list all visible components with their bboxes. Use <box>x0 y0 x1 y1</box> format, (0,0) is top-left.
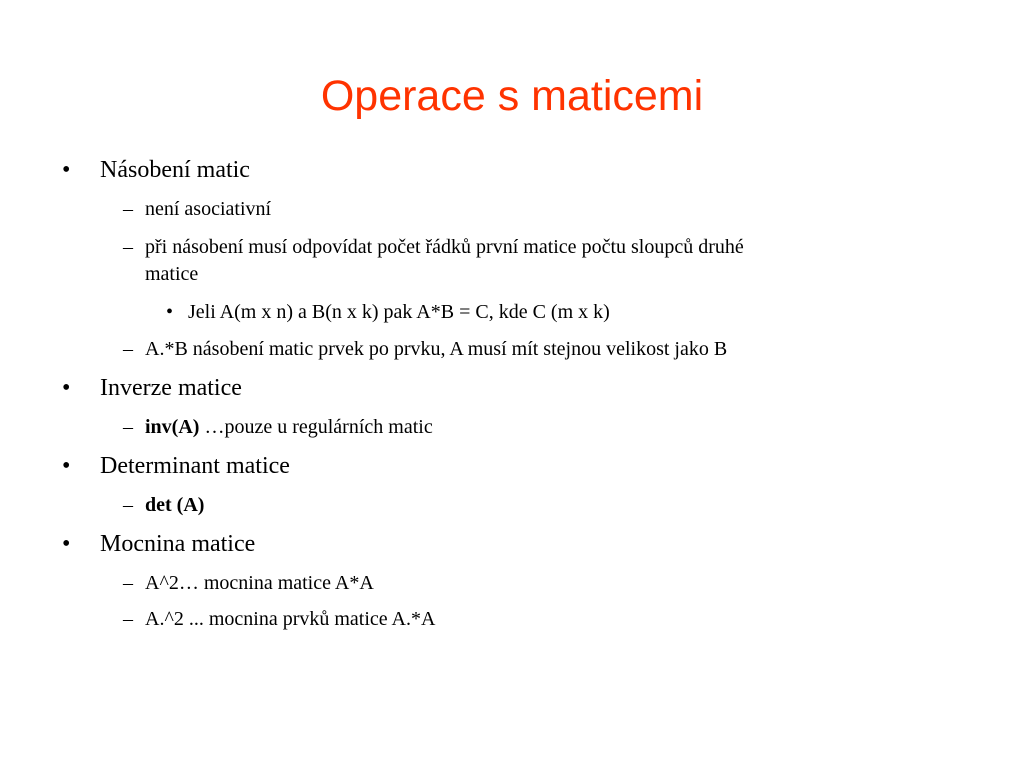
bullet-item-text: Násobení matic <box>100 157 250 183</box>
sub-item-text <box>145 492 204 518</box>
bullet-item-text: Determinant matice <box>100 453 290 479</box>
sub-item-text: při násobení musí odpovídat počet řádků první matice počtu sloupců druhé <box>145 236 744 258</box>
sub-sub-item-text: Jeli A(m x n) a B(n x k) pak A*B = C, kde C (m x k) <box>188 301 610 323</box>
function-name: det (A) <box>145 494 205 516</box>
bullet-marker: • <box>62 453 71 479</box>
sub-item-text <box>145 414 433 440</box>
dash-marker: – <box>123 494 133 516</box>
sub-item-text: A.*B násobení matic prvek po prvku, A musí mít stejnou velikost jako B <box>145 338 728 360</box>
dash-marker: – <box>123 236 133 258</box>
bullet-marker: • <box>62 531 71 557</box>
dash-marker: – <box>123 338 133 360</box>
function-description: …pouze u regulárních matic <box>199 416 433 438</box>
sub-item-text: není asociativní <box>145 198 272 220</box>
dash-marker: – <box>123 198 133 220</box>
sub-item-text: A^2… mocnina matice A*A <box>145 572 374 594</box>
bullet-marker: • <box>62 157 71 183</box>
slide-title: Operace s maticemi <box>320 72 704 120</box>
dash-marker: – <box>123 572 133 594</box>
bullet-item-text: Inverze matice <box>100 375 242 401</box>
sub-item-text-continuation: matice <box>145 263 199 285</box>
sub-item-text: A.^2 ... mocnina prvků matice A.*A <box>145 608 436 630</box>
bullet-marker: • <box>166 301 174 323</box>
bullet-marker: • <box>62 375 71 401</box>
dash-marker: – <box>123 416 133 438</box>
dash-marker: – <box>123 608 133 630</box>
bullet-item-text: Mocnina matice <box>100 531 256 557</box>
function-name: inv(A) <box>145 416 200 438</box>
